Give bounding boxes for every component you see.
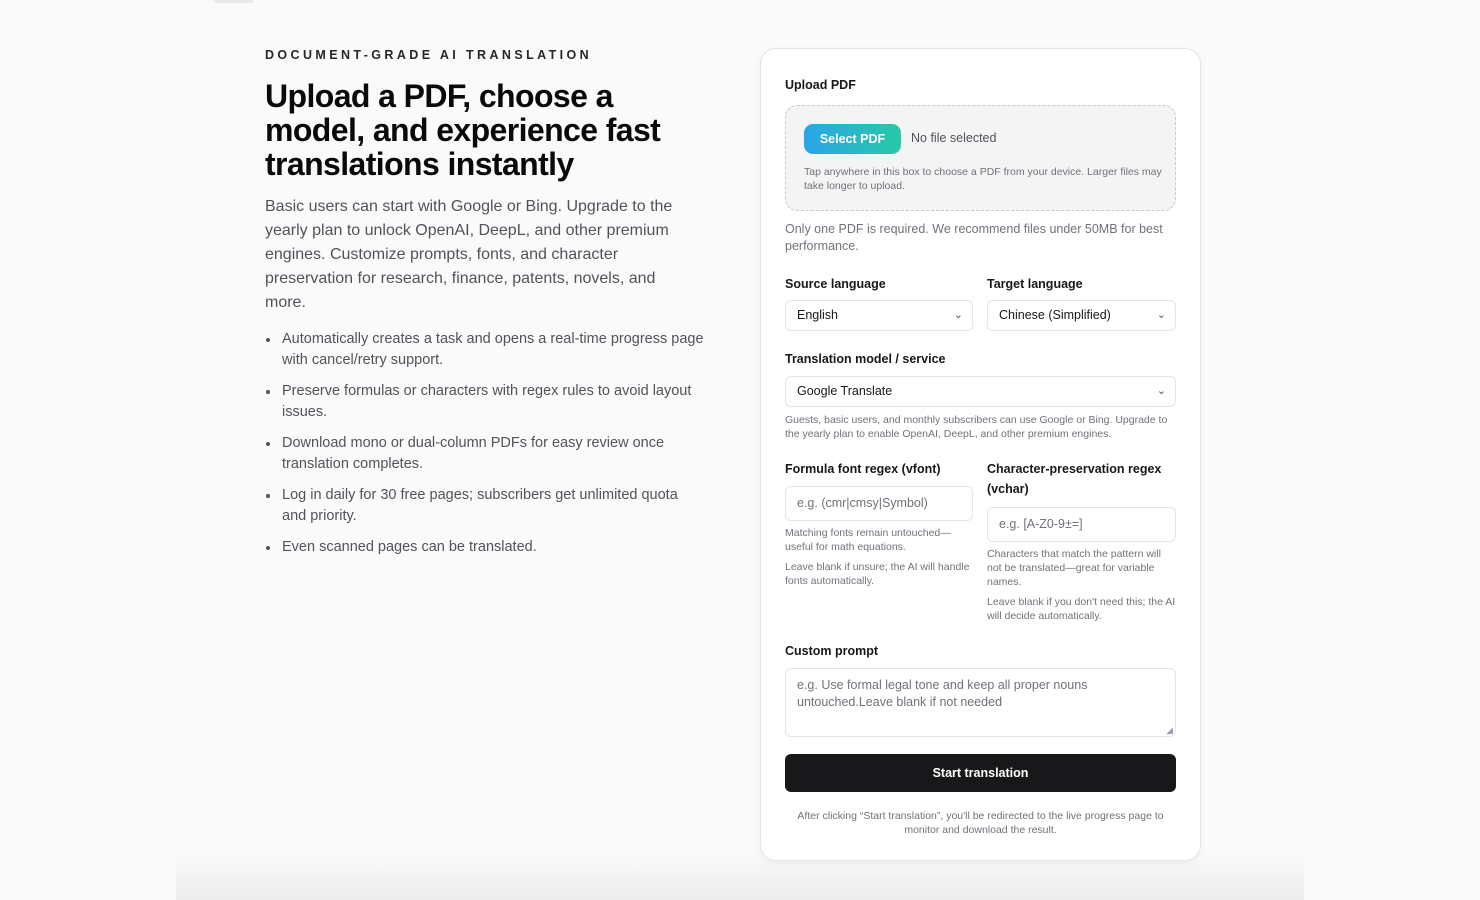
vfont-help-text-2: Leave blank if unsure; the AI will handle fonts automatically. [785,561,970,587]
vchar-help-text-2: Leave blank if you don't need this; the AI will decide automatically. [987,596,1176,622]
custom-prompt-placeholder: e.g. Use formal legal tone and keep all proper nouns untouched.Leave blank if not needed [797,678,1088,709]
model-select[interactable] [785,376,1176,407]
vchar-input[interactable] [987,507,1176,542]
custom-prompt-textarea[interactable] [785,668,1176,737]
redirect-footnote: After clicking “Start translation”, you'll be redirected to the live progress page to monitor and download the result. [797,810,1164,836]
chevron-down-icon: ⌄ [953,309,963,321]
model-help-text: Guests, basic users, and monthly subscribers can use Google or Bing. Upgrade to the yearly plan to enable OpenAI, DeepL, and other premium engines. [785,414,1168,440]
custom-prompt-label: Custom prompt [785,644,879,658]
upload-label: Upload PDF [785,78,856,92]
vfont-placeholder: e.g. (cmr|cmsy|Symbol) [797,496,928,510]
feature-item: Even scanned pages can be translated. [265,537,705,558]
model-value: Google Translate [797,384,893,398]
top-edge-tab [214,0,254,3]
select-pdf-button[interactable]: Select PDF [804,124,901,154]
feature-item: Preserve formulas or characters with regex rules to avoid layout issues. [265,381,705,423]
target-language-select[interactable] [987,300,1176,331]
resize-handle-icon[interactable]: ◢ [1166,725,1173,735]
upload-note: Only one PDF is required. We recommend files under 50MB for best performance. [785,222,1163,253]
file-status-text: No file selected [911,131,997,145]
vfont-help-text: Matching fonts remain untouched—useful for math equations. [785,527,951,553]
vfont-label: Formula font regex (vfont) [785,462,941,476]
intro-paragraph: Basic users can start with Google or Bing. Upgrade to the yearly plan to unlock OpenAI, DeepL, and other premium engines. Customize prompts, fonts, and character preservation for research, finance, patents, novels, and more. [265,198,673,311]
feature-item: Log in daily for 30 free pages; subscribers get unlimited quota and priority. [265,485,705,527]
feature-item: Automatically creates a task and opens a real-time progress page with cancel/retry support. [265,329,705,371]
source-language-value: English [797,308,838,322]
vchar-label: Character-preservation regex (vchar) [987,462,1162,496]
vfont-input[interactable] [785,486,973,521]
hero-section [265,48,705,568]
dropzone-help-text: Tap anywhere in this box to choose a PDF from your device. Larger files may take longer to upload. [804,166,1162,192]
translation-form-card [760,48,1201,861]
target-language-label: Target language [987,277,1083,291]
model-label: Translation model / service [785,352,946,366]
vchar-placeholder: e.g. [A-Z0-9±=] [999,517,1083,531]
eyebrow-text: DOCUMENT-GRADE AI TRANSLATION [265,48,593,62]
vchar-help-text: Characters that match the pattern will not be translated—great for variable names. [987,548,1161,588]
source-language-select[interactable] [785,300,973,331]
chevron-down-icon: ⌄ [1156,385,1166,397]
feature-item: Download mono or dual-column PDFs for easy review once translation completes. [265,433,705,475]
pdf-dropzone[interactable] [785,105,1176,211]
chevron-down-icon: ⌄ [1156,309,1166,321]
source-language-label: Source language [785,277,886,291]
start-translation-button[interactable]: Start translation [785,754,1176,792]
target-language-value: Chinese (Simplified) [999,308,1111,322]
page-title: Upload a PDF, choose a model, and experience fast translations instantly [265,78,661,182]
feature-list [265,329,705,558]
